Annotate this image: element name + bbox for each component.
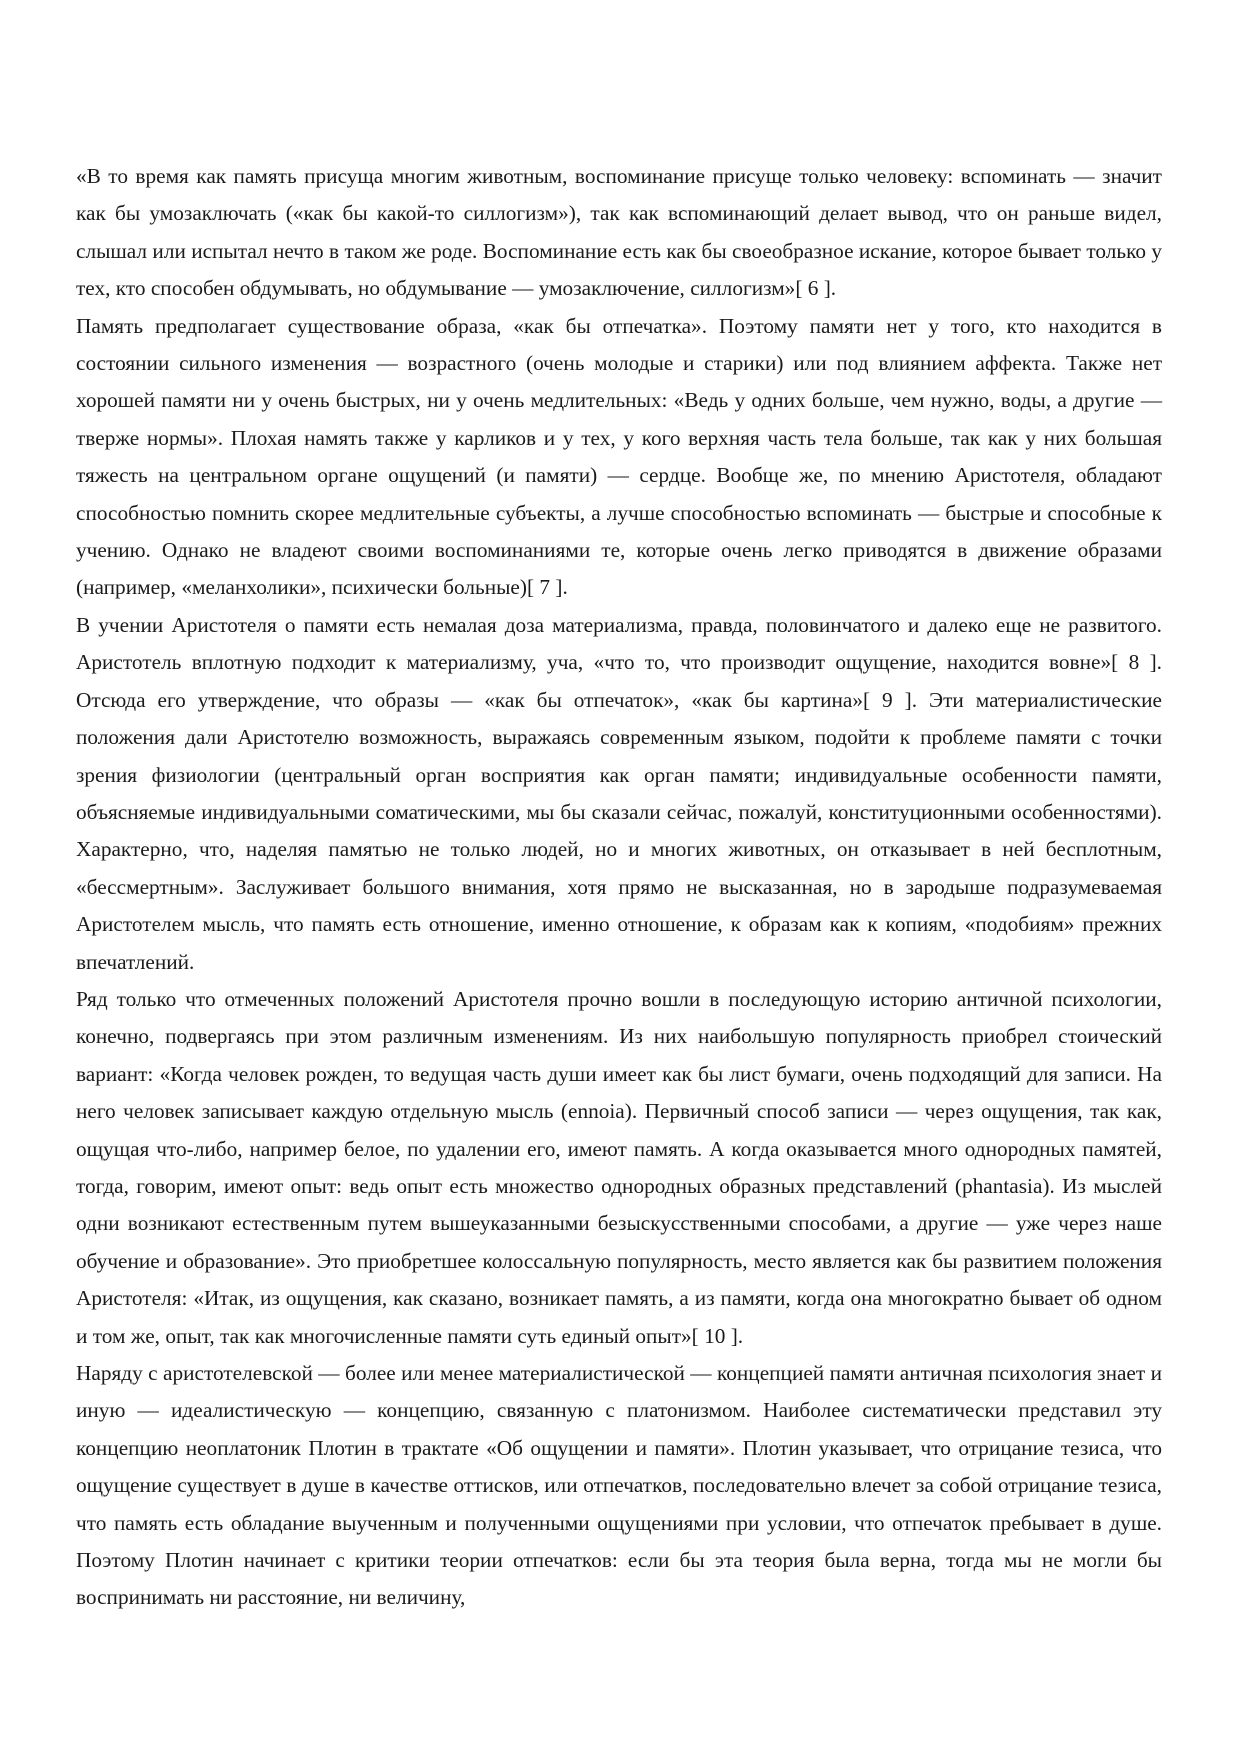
paragraph-4: Ряд только что отмеченных положений Аристотеля прочно вошли в последующую историю античной психологии, конечно, подвергаясь при этом различным изменениям. Из них наибольшую популярность приобрел стоический вариант: «Когда человек рожден, то ведущая часть души имеет как бы лист бумаги, очень подходящий для записи. На него человек записывает каждую отдельную мысль (ennoia). Первичный способ записи — через ощущения, так как, ощущая что-либо, например белое, по удалении его, имеют память. А когда оказывается много однородных памятей, тогда, говорим, имеют опыт: ведь опыт есть множество однородных образных представлений (phantasia). Из мыслей одни возникают естественным путем вышеуказанными безыскусственными способами, а другие — уже через наше обучение и образование». Это приобретшее колоссальную популярность, место является как бы развитием положения Аристотеля: «Итак, из ощущения, как сказано, возникает память, а из памяти, когда она многократно бывает об одном и том же, опыт, так как многочисленные памяти суть единый опыт»[ 10 ]. <box>76 986 1162 1348</box>
paragraph-3: В учении Аристотеля о памяти есть немалая доза материализма, правда, половинчатого и далеко еще не развитого. Аристотель вплотную подходит к материализму, уча, «что то, что производит ощущение, находится вовне»[ 8 ]. Отсюда его утверждение, что образы — «как бы отпечаток», «как бы картина»[ 9 ]. Эти материалистические положения дали Аристотелю возможность, выражаясь современным языком, подойти к проблеме памяти с точки зрения физиологии (центральный орган восприятия как орган памяти; индивидуальные особенности памяти, объясняемые индивидуальными соматическими, мы бы сказали сейчас, пожалуй, конституционными особенностями). Характерно, что, наделяя памятью не только людей, но и многих животных, он отказывает в ней бесплотным, «бессмертным». Заслуживает большого внимания, хотя прямо не высказанная, но в зародыше подразумеваемая Аристотелем мысль, что память есть отношение, именно отношение, к образам как к копиям, «подобиям» прежних впечатлений. <box>76 612 1162 974</box>
body-text <box>76 158 1162 1617</box>
paragraph-5: Наряду с аристотелевской — более или менее материалистической — концепцией памяти античная психология знает и иную — идеалистическую — концепцию, связанную с платонизмом. Наиболее систематически представил эту концепцию неоплатоник Плотин в трактате «Об ощущении и памяти». Плотин указывает, что отрицание тезиса, что ощущение существует в душе в качестве оттисков, или отпечатков, последовательно влечет за собой отрицание тезиса, что память есть обладание выученным и полученными ощущениями при условии, что отпечаток пребывает в душе. Поэтому Плотин начинает с критики теории отпечатков: если бы эта теория была верна, тогда мы не могли бы воспринимать ни расстояние, ни величину, <box>76 1361 1162 1610</box>
paragraph-2: Память предполагает существование образа, «как бы отпечатка». Поэтому памяти нет у того, кто находится в состоянии сильного изменения — возрастного (очень молодые и старики) или под влиянием аффекта. Также нет хорошей памяти ни у очень быстрых, ни у очень медлительных: «Ведь у одних больше, чем нужно, воды, а другие — тверже нормы». Плохая намять также у карликов и у тех, у кого верхняя часть тела больше, так как у них большая тяжесть на центральном органе ощущений (и памяти) — сердце. Вообще же, по мнению Аристотеля, обладают способностью помнить скорее медлительные субъекты, а лучше способностью вспоминать — быстрые и способные к учению. Однако не владеют своими воспоминаниями те, которые очень легко приводятся в движение образами (например, «меланхолики», психически больные)[ 7 ]. <box>76 313 1162 600</box>
paragraph-1: «В то время как память присуща многим животным, воспоминание присуще только человеку: вспоминать — значит как бы умозаключать («как бы какой-то силлогизм»), так как вспоминающий делает вывод, что он раньше видел, слышал или испытал нечто в таком же роде. Воспоминание есть как бы своеобразное искание, которое бывает только у тех, кто способен обдумывать, но обдумывание — умозаключение, силлогизм»[ 6 ]. <box>76 164 1162 301</box>
